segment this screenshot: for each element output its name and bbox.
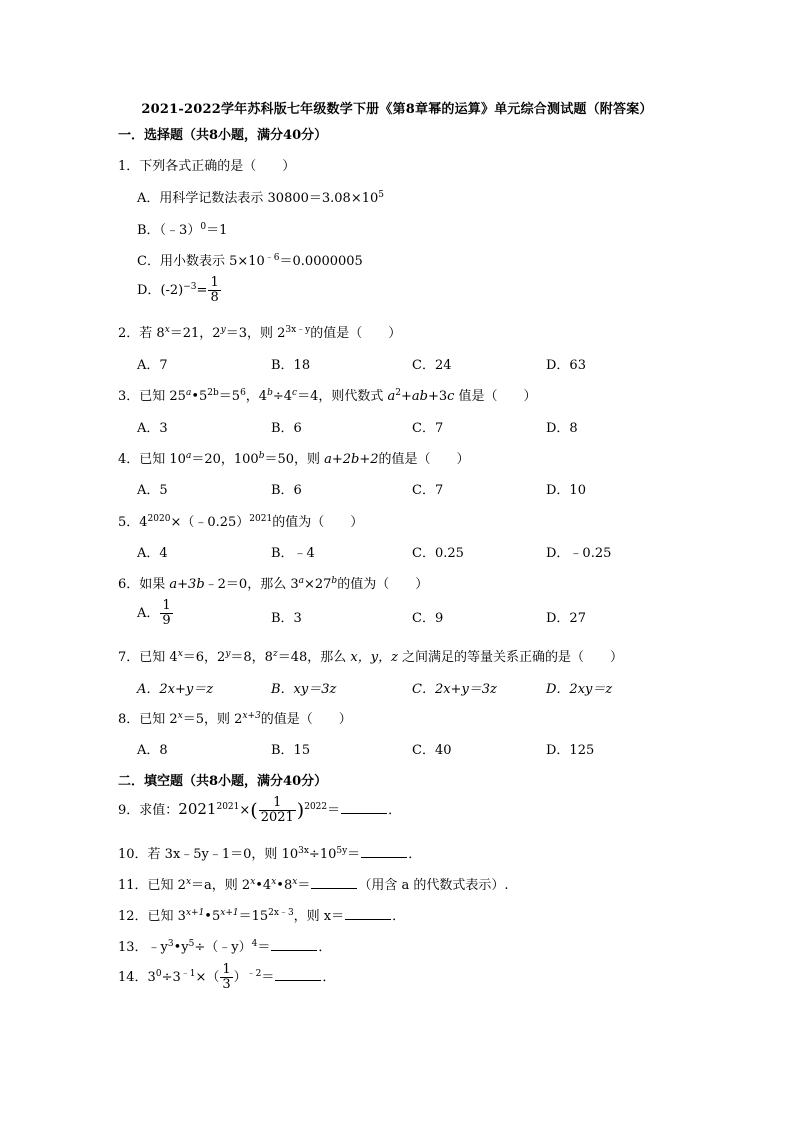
answer-blank[interactable] bbox=[271, 938, 317, 951]
question-4-stem: 4．已知 $10^a=20$，$100^b=50$，则 a+2b+2的值是（ ） bbox=[118, 451, 470, 467]
section-fill-heading: 二．填空题（共8小题，满分40分） bbox=[118, 774, 328, 789]
q1-option-c: C．用小数表示 $5\times 10^{﹣6}=0.0000005$ bbox=[137, 253, 363, 269]
fraction: $\frac{1}{8}$ bbox=[210, 275, 219, 305]
q8-option-d: D．125 bbox=[546, 743, 595, 758]
question-13-stem: 13．$﹣y^3•y^5\div(﹣y)^4=$ ． bbox=[118, 939, 332, 955]
question-1-stem: 1．下列各式正确的是（ ） bbox=[118, 159, 296, 174]
question-2-stem: 2．若 $8^x=21$，$2^y=3$，则 $2^{3x﹣y}$的值是（ ） bbox=[118, 325, 402, 341]
question-6-stem: 6．如果 a+3b﹣2＝0，那么 $3^a\times 27^b$的值为（ ） bbox=[118, 576, 429, 592]
question-11-stem: 11．已知 $2^x=a$，则 $2^x•4^x•8^x=$ （用含 a 的代数式表示）. bbox=[118, 877, 509, 893]
q3-option-d: D．8 bbox=[546, 421, 578, 436]
q1-option-b: B．（﹣3）$^0$＝1 bbox=[137, 222, 228, 238]
q2-option-b: B．18 bbox=[271, 358, 311, 373]
q5-option-a: A．4 bbox=[137, 546, 168, 561]
q8-option-c: C．40 bbox=[412, 743, 452, 758]
q6-option-d: D．27 bbox=[546, 611, 586, 626]
q4-option-b: B．6 bbox=[271, 483, 302, 498]
answer-blank[interactable] bbox=[311, 876, 357, 889]
answer-blank[interactable] bbox=[341, 801, 387, 814]
section-choice-heading: 一．选择题（共8小题，满分40分） bbox=[118, 128, 328, 143]
question-8-stem: 8．已知 $2^x=5$，则 $2^{x+3}$的值是（ ） bbox=[118, 711, 352, 727]
q3-option-c: C．7 bbox=[412, 421, 444, 436]
q7-option-d: D．2xy＝z bbox=[546, 682, 613, 697]
question-12-stem: 12．已知 $3^{x+1}•5^{x+1}=15^{2x﹣3}$，则 x＝ ． bbox=[118, 908, 406, 924]
q2-option-a: A．7 bbox=[137, 358, 168, 373]
q3-option-b: B．6 bbox=[271, 421, 302, 436]
question-5-stem: 5．$4^{2020}\times(﹣0.25)^{2021}$的值为（ ） bbox=[118, 514, 364, 530]
q1-option-d: D．$(-2)^{-3}=$ $\frac{1}{8}$ bbox=[137, 275, 219, 305]
q5-option-d: D．﹣0.25 bbox=[546, 546, 612, 561]
q8-option-b: B．15 bbox=[271, 743, 311, 758]
question-3-stem: 3．已知 $25^a•5^{2b}=5^6$，$4^b\div 4^c=4$，则代数式 $a^2+ab+3c$ 值是（ ） bbox=[118, 388, 537, 404]
fraction: $\frac{1}{2021}$ bbox=[260, 795, 294, 825]
q2-option-d: D．63 bbox=[546, 358, 586, 373]
answer-blank[interactable] bbox=[345, 907, 391, 920]
q4-option-c: C．7 bbox=[412, 483, 444, 498]
q7-option-c: C．2x+y＝3z bbox=[412, 682, 497, 697]
q7-option-b: B．xy＝3z bbox=[271, 682, 337, 697]
fraction: $\frac{1}{3}$ bbox=[222, 962, 231, 992]
q8-option-a: A．8 bbox=[137, 743, 168, 758]
q5-option-b: B．﹣4 bbox=[271, 546, 315, 561]
question-9-stem: 9．求值：$2021^{2021}\times$( $\frac{1}{2021}$ )$^{2022}$＝ ． bbox=[118, 795, 402, 825]
fraction: $\frac{1}{9}$ bbox=[162, 598, 171, 628]
q1-option-a: A．用科学记数法表示 $30800=3.08\times 10^5$ bbox=[137, 190, 384, 206]
q2-option-c: C．24 bbox=[412, 358, 452, 373]
q4-option-a: A．5 bbox=[137, 483, 168, 498]
q6-option-a: A． $\frac{1}{9}$ bbox=[137, 598, 171, 628]
q5-option-c: C．0.25 bbox=[412, 546, 464, 561]
q3-option-a: A．3 bbox=[137, 421, 168, 436]
q6-option-b: B．3 bbox=[271, 611, 302, 626]
question-14-stem: 14．$3^0\div 3^{﹣1}\times$（ $\frac{1}{3}$ ）$^{﹣2}$＝ ． bbox=[118, 962, 336, 992]
page-title: 2021-2022学年苏科版七年级数学下册《第8章幂的运算》单元综合测试题（附答案） bbox=[141, 102, 653, 117]
question-10-stem: 10．若 3x﹣5y﹣1＝0，则 $10^{3x}\div 10^{5y}=$ ． bbox=[118, 846, 422, 862]
answer-blank[interactable] bbox=[361, 845, 407, 858]
answer-blank[interactable] bbox=[275, 968, 321, 981]
question-7-stem: 7．已知 $4^x=6$，$2^y=8$，$8^z=48$，那么 x，y，z 之间满足的等量关系正确的是（ ） bbox=[118, 649, 624, 665]
q4-option-d: D．10 bbox=[546, 483, 586, 498]
q6-option-c: C．9 bbox=[412, 611, 444, 626]
q7-option-a: A．2x+y＝z bbox=[137, 682, 214, 697]
